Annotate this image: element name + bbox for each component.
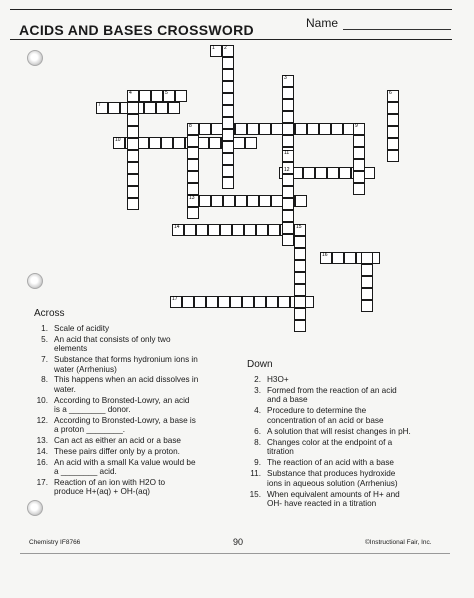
crossword-cell[interactable] — [353, 147, 365, 159]
crossword-cell[interactable] — [294, 272, 306, 284]
crossword-cell[interactable] — [127, 138, 139, 150]
clue-number: 11. — [250, 469, 261, 479]
crossword-cell[interactable] — [294, 320, 306, 332]
crossword-cell[interactable] — [282, 174, 294, 186]
footer-rule — [20, 553, 450, 554]
crossword-cell[interactable] — [282, 210, 294, 222]
crossword-cell[interactable] — [282, 87, 294, 99]
crossword-cell[interactable] — [222, 165, 234, 177]
down-heading: Down — [247, 359, 273, 370]
clue-text: Substance that produces hydroxide — [267, 469, 396, 479]
crossword-cell[interactable] — [361, 252, 373, 264]
crossword-cell[interactable] — [259, 195, 271, 207]
crossword-cell[interactable] — [256, 224, 268, 236]
page-title: ACIDS AND BASES CROSSWORD — [19, 22, 254, 38]
crossword-cell[interactable] — [206, 296, 218, 308]
crossword-cell[interactable] — [242, 296, 254, 308]
clue-text: Reaction of an ion with H2O to — [54, 477, 166, 487]
crossword-cell[interactable] — [222, 177, 234, 189]
grid-number-7: 7 — [98, 102, 101, 108]
crossword-cell[interactable] — [187, 147, 199, 159]
grid-number-2: 2 — [224, 45, 227, 51]
clue-text: a proton ________. — [54, 425, 126, 435]
crossword-cell[interactable] — [235, 195, 247, 207]
clue-text: A solution that will resist changes in pH. — [267, 426, 411, 436]
crossword-cell[interactable] — [173, 137, 185, 149]
clue-text: ions in aqueous solution (Arrhenius) — [267, 478, 398, 488]
clue-number: 5. — [41, 334, 48, 344]
crossword-cell[interactable] — [278, 296, 290, 308]
crossword-cell[interactable] — [209, 137, 221, 149]
crossword-cell[interactable] — [282, 123, 294, 135]
footer-right: ©Instructional Fair, Inc. — [365, 539, 432, 546]
clue-text: Procedure to determine the — [267, 406, 367, 416]
crossword-cell[interactable] — [235, 123, 247, 135]
clue-text: a ________ acid. — [54, 467, 117, 477]
clue-text: Substance that forms hydronium ions in — [54, 355, 198, 364]
crossword-cell[interactable] — [222, 57, 234, 69]
clue-text: The reaction of an acid with a base — [267, 458, 394, 468]
crossword-cell[interactable] — [294, 308, 306, 320]
clue-number: 10. — [36, 395, 48, 405]
binder-hole-icon — [27, 500, 43, 516]
crossword-cell[interactable] — [294, 296, 306, 308]
crossword-cell[interactable] — [222, 69, 234, 81]
grid-number-6: 6 — [389, 90, 392, 96]
grid-number-14: 14 — [174, 224, 180, 230]
crossword-cell[interactable] — [282, 186, 294, 198]
crossword-cell[interactable] — [282, 111, 294, 123]
crossword-cell[interactable] — [244, 224, 256, 236]
clue-text: When equivalent amounts of H+ and — [267, 489, 400, 499]
crossword-cell[interactable] — [353, 159, 365, 171]
crossword-cell[interactable] — [151, 90, 163, 102]
crossword-cell[interactable] — [220, 224, 232, 236]
crossword-cell[interactable] — [353, 135, 365, 147]
crossword-cell[interactable] — [294, 236, 306, 248]
crossword-cell[interactable] — [211, 195, 223, 207]
crossword-cell[interactable] — [127, 174, 139, 186]
clue-text: is a ________ donor. — [54, 405, 131, 415]
crossword-cell[interactable] — [199, 123, 211, 135]
crossword-cell[interactable] — [353, 183, 365, 195]
crossword-cell[interactable] — [222, 129, 234, 141]
crossword-cell[interactable] — [294, 260, 306, 272]
crossword-cell[interactable] — [223, 195, 235, 207]
crossword-cell[interactable] — [361, 276, 373, 288]
clue-text: Scale of acidity — [54, 324, 110, 333]
clue-number: 3. — [254, 385, 261, 395]
crossword-cell[interactable] — [187, 183, 199, 195]
crossword-cell[interactable] — [208, 224, 220, 236]
crossword-cell[interactable] — [187, 171, 199, 183]
clue-number: 16. — [36, 457, 48, 467]
crossword-cell[interactable] — [254, 296, 266, 308]
crossword-cell[interactable] — [187, 159, 199, 171]
crossword-cell[interactable] — [266, 296, 278, 308]
crossword-cell[interactable] — [139, 90, 151, 102]
crossword-cell[interactable] — [218, 296, 230, 308]
clue-text: water. — [54, 384, 76, 394]
crossword-cell[interactable] — [222, 93, 234, 105]
crossword-cell[interactable] — [232, 224, 244, 236]
clue-text: This happens when an acid dissolves in — [54, 375, 199, 385]
clue-number: 8. — [41, 375, 48, 385]
clue-number: 15. — [249, 489, 261, 499]
clue-text: titration — [267, 447, 294, 457]
crossword-cell[interactable] — [127, 162, 139, 174]
page-number: 90 — [233, 537, 244, 547]
crossword-cell[interactable] — [168, 102, 180, 114]
crossword-cell[interactable] — [339, 167, 351, 179]
clue-text: elements — [54, 344, 88, 354]
crossword-cell[interactable] — [127, 150, 139, 162]
crossword-cell[interactable] — [175, 90, 187, 102]
clue-text: water (Arrhenius) — [54, 364, 117, 374]
crossword-cell[interactable] — [387, 126, 399, 138]
crossword-cell[interactable] — [319, 123, 331, 135]
clue-number: 8. — [254, 437, 261, 447]
clue-number: 9. — [254, 458, 261, 468]
crossword-cell[interactable] — [303, 167, 315, 179]
crossword-cell[interactable] — [259, 123, 271, 135]
footer-left: Chemistry IF8766 — [29, 539, 81, 546]
crossword-cell[interactable] — [268, 224, 280, 236]
crossword-cell[interactable] — [199, 195, 211, 207]
clue-text: According to Bronsted-Lowry, a base is — [54, 415, 196, 425]
grid-number-4: 4 — [129, 90, 132, 96]
grid-number-3: 3 — [284, 75, 287, 81]
clue-number: 12. — [36, 415, 48, 425]
crossword-cell[interactable] — [156, 102, 168, 114]
clue-text: Formed from the reaction of an acid — [267, 385, 397, 395]
crossword-cell[interactable] — [282, 222, 294, 234]
clue-text: H3O+ — [267, 375, 289, 384]
crossword-cell[interactable] — [230, 296, 242, 308]
grid-number-8: 8 — [189, 123, 192, 129]
crossword-cell[interactable] — [247, 123, 259, 135]
grid-number-5: 5 — [165, 90, 168, 96]
crossword-cell[interactable] — [353, 171, 365, 183]
grid-number-9: 9 — [355, 123, 358, 129]
crossword-cell[interactable] — [222, 153, 234, 165]
crossword-cell[interactable] — [127, 102, 139, 114]
crossword-cell[interactable] — [127, 126, 139, 138]
name-label: Name — [306, 16, 339, 30]
crossword-cell[interactable] — [361, 288, 373, 300]
clue-number: 6. — [254, 426, 261, 436]
crossword-cell[interactable] — [127, 186, 139, 198]
crossword-cell[interactable] — [344, 252, 356, 264]
crossword-cell[interactable] — [222, 117, 234, 129]
clue-number: 17. — [36, 477, 48, 487]
crossword-cell[interactable] — [222, 105, 234, 117]
crossword-cell[interactable] — [387, 114, 399, 126]
crossword-cell[interactable] — [222, 141, 234, 153]
crossword-cell[interactable] — [182, 296, 194, 308]
crossword-cell[interactable] — [184, 224, 196, 236]
clue-text: and a base — [267, 395, 308, 405]
grid-number-1: 1 — [212, 45, 215, 51]
crossword-cell[interactable] — [387, 102, 399, 114]
crossword-cell[interactable] — [331, 123, 343, 135]
clue-text: Changes color at the endpoint of a — [267, 437, 393, 447]
crossword-cell[interactable] — [127, 198, 139, 210]
crossword-cell[interactable] — [282, 234, 294, 246]
crossword-cell[interactable] — [245, 137, 257, 149]
clue-number: 2. — [254, 375, 261, 384]
clue-number: 4. — [254, 406, 261, 416]
clue-number: 14. — [36, 446, 48, 456]
crossword-cell[interactable] — [196, 224, 208, 236]
crossword-cell[interactable] — [295, 195, 307, 207]
crossword-cell[interactable] — [307, 123, 319, 135]
clue-text: OH- have reacted in a titration — [267, 499, 377, 509]
crossword-cell[interactable] — [294, 248, 306, 260]
grid-number-16: 16 — [322, 252, 328, 258]
clue-text: According to Bronsted-Lowry, an acid — [54, 395, 190, 405]
across-heading: Across — [34, 308, 65, 319]
grid-number-17: 17 — [172, 296, 178, 302]
clue-text: concentration of an acid or base — [267, 415, 384, 425]
grid-number-13: 13 — [189, 195, 195, 201]
crossword-cell[interactable] — [194, 296, 206, 308]
crossword-cell[interactable] — [387, 138, 399, 150]
grid-number-12: 12 — [284, 167, 290, 173]
grid-number-15: 15 — [296, 224, 302, 230]
crossword-cell[interactable] — [294, 284, 306, 296]
crossword-cell[interactable] — [282, 99, 294, 111]
crossword-cell[interactable] — [144, 102, 156, 114]
crossword-cell[interactable] — [149, 137, 161, 149]
crossword-cell[interactable] — [361, 264, 373, 276]
crossword-cell[interactable] — [327, 167, 339, 179]
clue-text: An acid with a small Ka value would be — [54, 457, 196, 467]
grid-number-10: 10 — [115, 137, 121, 143]
grid-number-11: 11 — [284, 150, 290, 156]
crossword-cell[interactable] — [233, 137, 245, 149]
clue-number: 1. — [41, 324, 48, 333]
crossword-cell[interactable] — [161, 137, 173, 149]
crossword-cell[interactable] — [332, 252, 344, 264]
crossword-cell[interactable] — [282, 135, 294, 147]
crossword-cell[interactable] — [295, 123, 307, 135]
crossword-cell[interactable] — [127, 114, 139, 126]
clue-text: These pairs differ only by a proton. — [54, 446, 180, 456]
crossword-cell[interactable] — [282, 198, 294, 210]
crossword-cell[interactable] — [187, 207, 199, 219]
crossword-cell[interactable] — [387, 150, 399, 162]
clue-text: An acid that consists of only two — [54, 334, 171, 344]
clue-text: Can act as either an acid or a base — [54, 436, 181, 446]
clue-text: produce H+(aq) + OH-(aq) — [54, 487, 151, 497]
clue-number: 7. — [41, 355, 48, 364]
crossword-cell[interactable] — [187, 135, 199, 147]
crossword-cell[interactable] — [361, 300, 373, 312]
clue-number: 13. — [36, 436, 48, 446]
crossword-cell[interactable] — [108, 102, 120, 114]
crossword-cell[interactable] — [222, 81, 234, 93]
crossword-cell[interactable] — [247, 195, 259, 207]
crossword-cell[interactable] — [315, 167, 327, 179]
